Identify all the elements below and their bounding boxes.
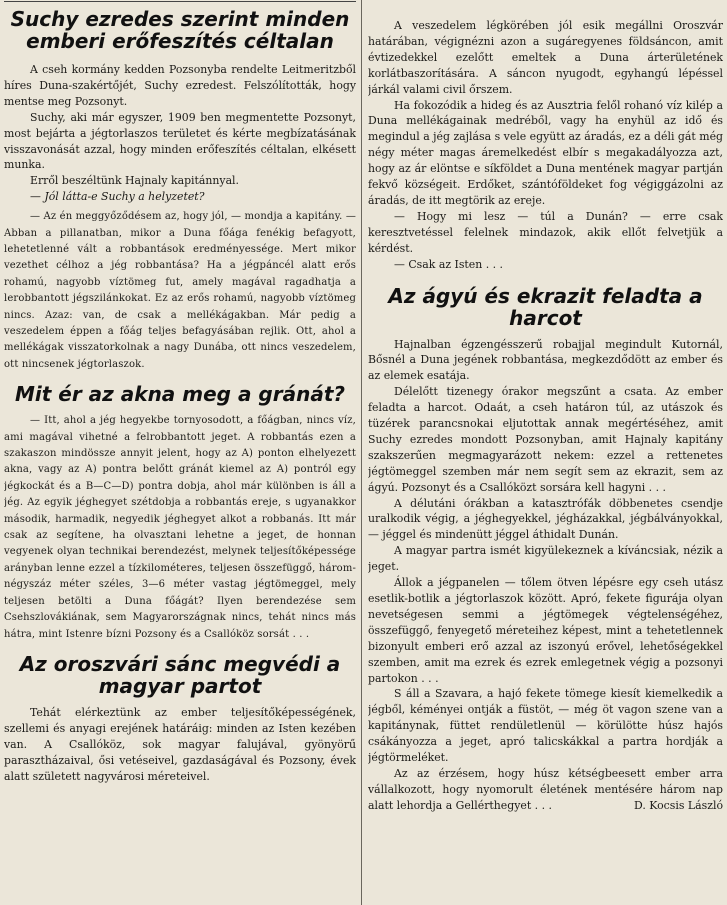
article-paragraph: Ha fokozódik a hideg és az Ausztria felől rohanó víz kilép a Duna mellékágainak medréből, vagy ha enyhül az idő és megindul a jég zajlása s vele együtt az áradás, ez a déli gát még négy méter magas áremelkedést elbír s megakadályozza azt, hogy az ár elöntse e síkföldet a Duna mentének magyar partján fekvő községeit. Erdőket, szántóföldeket fog végiggázolni az áradás, de itt megtörik az ereje. [368,98,723,207]
article-paragraph: A magyar partra ismét kigyülekeznek a kíváncsiak, nézik a jeget. [368,544,723,574]
article-paragraph: Állok a jégpanelen — tőlem ötven lépésre egy cseh utász esetlik-botlik a jégtorlaszok között. Apró, fekete figurája olyan nevetségesen semmi a jégtömegek végtelenségéhez, összefüggő, fenyegető méreteihez képest, mint a tehetetlennek bizonyult emberi erő azzal az iszonyú erővel, lehetőségekkel szemben, amit ma ezrek és ezrek emlegetnek végig a pozsonyi partokon . . . [368,576,723,685]
top-rule [4,1,356,2]
headline-agyu-ekrazit: Az ágyú és ekrazit feladta a harcot [388,283,703,330]
author-signature: D. Kocsis László [634,798,723,812]
headline-suchy: Suchy ezredes szerint minden emberi erőfeszítés céltalan [10,7,350,53]
headline-akna-granat: Mit ér az akna meg a gránát? [15,382,345,407]
article-paragraph: — Hogy mi lesz — túl a Dunán? — erre csak keresztvetéssel felelnek mindazok, akik ellőt felvetjük a kérdést. [368,209,723,255]
article-paragraph: A veszedelem légkörében jól esik megállni Oroszvár határában, végignézni azon a sugáregyenes földsáncon, amit évtizedekkel ezelőtt emeltek a Duna árterületének korlátbaszorítására. A sáncon nyugodt, egyhangú lépéssel járkál valami civil őrszem. [368,19,723,96]
right-column [368,0,723,905]
article-paragraph: Délelőtt tizenegy órakor megszűnt a csata. Az ember feladta a harcot. Odaát, a cseh határon túl, az utászok és tüzérek parancsnokai eljutottak annak megértéséhez, amit Suchy ezredes mondott Pozsonyban, amit Hajnaly kapitány szakszerűen megmagyarázott nekem: ezzel a rettenetes jégtömeggel szemben már nem segít sem az ekrazit, sem az ágyú. Pozsonyt és a Csallóközt sorsára kell hagyni . . . [368,385,723,494]
article-paragraph: Erről beszéltünk Hajnaly kapitánnyal. [30,174,240,188]
article-paragraph: Suchy, aki már egyszer, 1909 ben megmentette Pozsonyt, most bejárta a jégtorlaszos területet és kérte megbízatásának visszavonását azzal, hogy minden erőfeszítés céltalan, elkésett munka. [4,110,356,172]
article-lead: A cseh kormány kedden Pozsonyba rendelte Leitmeritzből híres Duna-szakértőjét, Suchy ezredest. Felszólították, hogy mentse meg Pozsonyt. [4,63,356,108]
column-divider [361,0,362,905]
headline-oroszvar: Az oroszvári sánc megvédi a magyar partot [19,651,341,698]
article-paragraph: Tehát elérkeztünk az ember teljesítőképességének, szellemi és anyagi erejének határáig: minden az Isten kezében van. A Csallóköz, sok magyar falujával, gyönyörű parasztházaival, ősi vetéseivel, gazdaságával és Pozsony, évek alatt született nagyvárosi méreteivel. [4,705,356,783]
article-paragraph: Az az érzésem, hogy húsz kétségbeesett ember arra vállalkozott, hogy nyomorult életének mentésére három nap alatt lehordja a Gellérthegyet . . . [368,766,723,812]
article-paragraph: S áll a Szavara, a hajó fekete tömege kiesít kiemelkedik a jégből, kéményei ontják a füstöt, — még öt vagon szene van a kapitánynak, füttet rendületlenül — körülötte húsz hajós csákányozza a jeget, apró talicskákkal a partra hordják a jégtörmeléket. [368,687,723,765]
article-paragraph: — Csak az Isten . . . [394,257,504,271]
article-paragraph: Hajnalban égzengésszerű robajjal megindult Kutornál, Bősnél a Duna jegének robbantása, megkezdődött az ember és az elemek esatája. [368,337,723,383]
left-column [4,0,356,905]
article-question: — Jól látta-e Suchy a helyzetet? [30,190,205,204]
article-paragraph: — Az én meggyőződésem az, hogy jól, — mondja a kapitány. — Abban a pillanatban, mikor a Duna főága fenékig befagyott, lehetetlenné vált a robbantások eredményessége. Mert mikor vezethet célhoz a jég robbantása? Ha a jégpáncél alatt erős rohamú, nagyobb víztömeg fut, amely magával ragadhatja a lerobbantott jégszilánkokat. Ez az erős rohamú, nagyobb víztömeg nincs. Azaz: van, de csak a mellékágakban. Már pedig a veszedelem éppen a főág teljes befagyásában rejlik. Ott, ahol a mellékágak visszatorkolnak a nagy Dunába, ott nincs veszedelem, ott nincsenek jégtorlaszok. [4,211,356,370]
article-paragraph: A délutáni órákban a katasztrófák döbbenetes csendje uralkodik végig, a jéghegyekkel, jégházakkal, jégbálványokkal, — jéggel és mindenütt jéggel áthidalt Dunán. [368,496,723,542]
article-paragraph: — Itt, ahol a jég hegyekbe tornyosodott, a főágban, nincs víz, ami magával vihetné a felrobbantott jeget. A robbantás ezen a szakaszon mindössze annyit jelent, hogy az A) ponton elhelyezett akna, vagy az A) pontra belőtt gránát kiemel az A) pontról egy jégkockát és a B—C—D) pontra dobja, ahol már különben is áll a jég. Az egyik jéghegyet szétdobja a robbantás ereje, s ugyanakkor második, harmadik, negyedik jéghegyet alkot a robbanás. Itt már csak az segítene, ha olvasztani lehetne a jeget, de honnan vegyenek olyan technikai berendezést, melynek teljesítőképessége arányban lenne ezzel a tízkilométeres, teljesen összefüggő, három-négyszáz méter széles, 3—6 méter vastag jégtömeggel, mely teljesen betölti a Duna főágát? Ilyen berendezése sem Csehszlovákiának, sem Magyarországnak nincs, tehát nincs más hátra, mint Istenre bízni Pozsony és a Csallóköz sorsát . . . [4,415,356,640]
